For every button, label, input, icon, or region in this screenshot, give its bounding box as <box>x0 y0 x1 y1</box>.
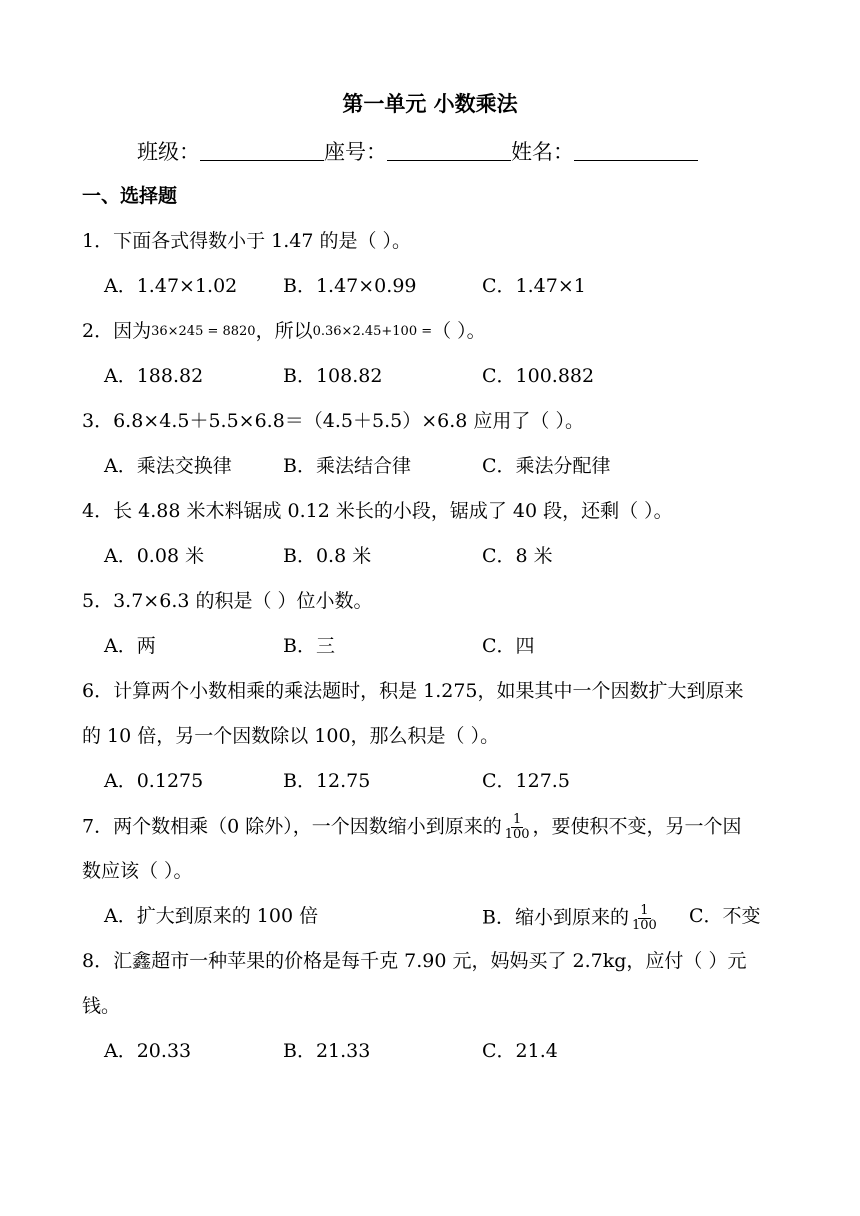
question-1: 1．下面各式得数小于 1.47 的是（ ）。 <box>82 230 412 252</box>
q7-option-c: C．不变 <box>689 905 761 927</box>
question-4: 4．长 4.88 米木料锯成 0.12 米长的小段，锯成了 40 段，还剩（ ）。 <box>82 500 673 522</box>
q6-option-b: B．12.75 <box>283 770 371 792</box>
q1-option-b: B．1.47×0.99 <box>283 275 417 297</box>
question-2 <box>82 319 486 344</box>
q4-option-a: A．0.08 米 <box>104 545 205 567</box>
q2-option-c: C．100.882 <box>482 365 595 387</box>
q7-fraction <box>504 813 531 842</box>
name-label: 姓名： <box>511 140 574 164</box>
q7-option-b-text: B．缩小到原来的 <box>482 906 629 929</box>
question-5: 5．3.7×6.3 的积是（ ）位小数。 <box>82 590 373 612</box>
q2-option-b: B．108.82 <box>283 365 383 387</box>
class-blank[interactable] <box>200 138 324 161</box>
q6-option-c: C．127.5 <box>482 770 570 792</box>
q2-expression-2: 0.36×2.45+100 = <box>312 324 433 339</box>
q3-option-a: A．乘法交换律 <box>104 455 232 477</box>
q2-part1: 2．因为 <box>82 320 152 342</box>
class-label: 班级： <box>137 140 200 164</box>
q2-option-a: A．188.82 <box>104 365 204 387</box>
q7-option-b-fraction <box>631 904 658 933</box>
q4-option-b: B．0.8 米 <box>283 545 372 567</box>
question-8-line-1: 8．汇鑫超市一种苹果的价格是每千克 7.90 元，妈妈买了 2.7kg，应付（ ）元 <box>82 950 747 972</box>
q5-option-c: C．四 <box>482 635 535 657</box>
student-info-line <box>137 138 698 166</box>
question-6-line-1: 6．计算两个小数相乘的乘法题时，积是 1.275，如果其中一个因数扩大到原来 <box>82 680 744 702</box>
q8-option-c: C．21.4 <box>482 1040 558 1062</box>
q5-option-b: B．三 <box>283 635 335 657</box>
q7-option-b-numerator: 1 <box>640 903 649 918</box>
section-heading: 一、选择题 <box>82 185 178 207</box>
q7-option-b-denominator: 100 <box>631 918 657 933</box>
q7-text-start: 7．两个数相乘（0 除外），一个因数缩小到原来的 <box>82 815 502 838</box>
question-8-line-2: 钱。 <box>82 995 121 1017</box>
q2-part3: （ ）。 <box>432 320 486 342</box>
q7-fraction-numerator: 1 <box>512 812 522 827</box>
q2-expression-1: 36×245 = 8820 <box>151 324 256 339</box>
name-blank[interactable] <box>574 138 698 161</box>
q7-text-end: ，要使积不变，另一个因 <box>532 815 742 838</box>
q5-option-a: A．两 <box>104 635 156 657</box>
q7-fraction-denominator: 100 <box>504 827 530 842</box>
seat-label: 座号： <box>324 140 387 164</box>
q6-option-a: A．0.1275 <box>104 770 204 792</box>
q3-option-c: C．乘法分配律 <box>482 455 611 477</box>
q1-option-c: C．1.47×1 <box>482 275 586 297</box>
q4-option-c: C．8 米 <box>482 545 553 567</box>
q7-option-a: A．扩大到原来的 100 倍 <box>104 905 319 927</box>
q2-part2: ，所以 <box>255 320 313 342</box>
seat-blank[interactable] <box>387 138 511 161</box>
q1-option-a: A．1.47×1.02 <box>104 275 238 297</box>
q7-option-b <box>482 904 660 933</box>
page-title: 第一单元 小数乘法 <box>342 91 518 116</box>
q8-option-b: B．21.33 <box>283 1040 371 1062</box>
q3-option-b: B．乘法结合律 <box>283 455 411 477</box>
question-3: 3．6.8×4.5＋5.5×6.8＝（4.5＋5.5）×6.8 应用了（ ）。 <box>82 410 584 432</box>
question-7-line-2: 数应该（ ）。 <box>82 860 193 882</box>
question-6-line-2: 的 10 倍，另一个因数除以 100，那么积是（ ）。 <box>82 725 500 747</box>
q8-option-a: A．20.33 <box>104 1040 192 1062</box>
question-7-line-1 <box>82 813 742 842</box>
